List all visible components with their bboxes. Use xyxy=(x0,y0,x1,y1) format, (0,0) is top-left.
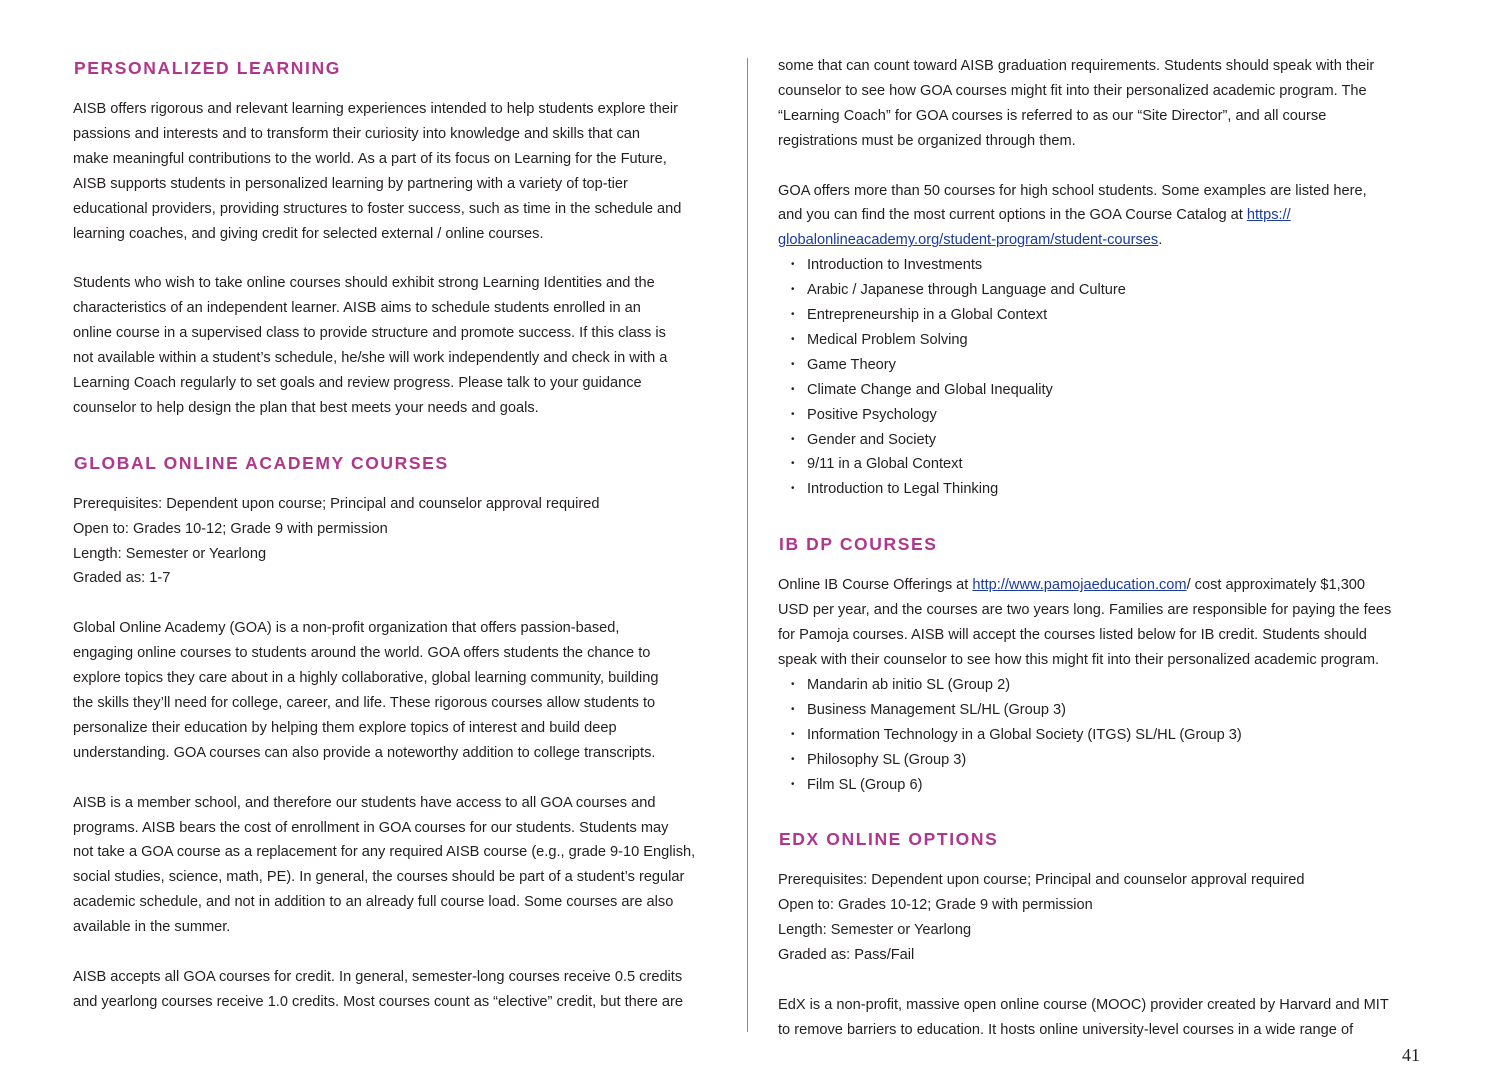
bullet-icon: • xyxy=(791,678,795,690)
bullet-icon: • xyxy=(791,753,795,765)
paragraph-goa-catalog: GOA offers more than 50 courses for high school students. Some examples are listed here, and you can find the most current options in the GOA Course Catalog at https:// globalonlineacademy.org/student-program/student-courses. xyxy=(778,182,1367,249)
paragraph-edx-description: EdX is a non-profit, massive open online course (MOOC) provider created by Harvard and MIT to remove barriers to education. It hosts online university-level courses in a wide range of xyxy=(778,996,1389,1038)
bullet-icon: • xyxy=(791,408,795,420)
left-column xyxy=(73,54,723,1015)
list-item: • 9/11 in a Global Context xyxy=(791,452,1423,477)
list-item: • Philosophy SL (Group 3) xyxy=(791,748,1423,773)
bullet-icon: • xyxy=(791,259,795,271)
bullet-icon: • xyxy=(791,458,795,470)
paragraph-personalized-intro: AISB offers rigorous and relevant learning experiences intended to help students explore their passions and interests and to transform their curiosity into knowledge and skills that can make meaningful contributions to the world. As a part of its focus on Learning for the Future, AISB supports students in personalized learning by partnering with a variety of top-tier educational providers, providing structures to foster success, such as time in the schedule and learning coaches, and giving credit for selected external / online courses. xyxy=(73,101,682,242)
paragraph-goa-description: Global Online Academy (GOA) is a non-profit organization that offers passion-based, engaging online courses to students around the world. GOA offers students the chance to explore topics they care about in a highly collaborative, global learning community, building the skills they’ll need for college, career, and life. These rigorous courses allow students to personalize their education by helping them explore topics of interest and build deep understanding. GOA courses can also provide a noteworthy addition to college transcripts. xyxy=(73,620,659,761)
section-title-ib-dp-courses: IB DP COURSES xyxy=(779,534,938,555)
goa-course-meta: Prerequisites: Dependent upon course; Principal and counselor approval required Open to: Grades 10-12; Grade 9 with permission Length: Semester or Yearlong Graded as: 1-7 xyxy=(73,495,600,587)
list-item: • Climate Change and Global Inequality xyxy=(791,378,1423,403)
bullet-icon: • xyxy=(791,728,795,740)
pamoja-link[interactable]: http://www.pamojaeducation.com xyxy=(972,577,1187,594)
ib-course-list xyxy=(778,673,1423,798)
paragraph-goa-credits: AISB accepts all GOA courses for credit. In general, semester-long courses receive 0.5 credits and yearlong courses receive 1.0 credits. Most courses count as “elective” credit, but there are xyxy=(73,968,683,1010)
paragraph-goa-credits-continued: some that can count toward AISB graduation requirements. Students should speak with their counselor to see how GOA courses might fit into their personalized academic program. The “Learning Coach” for GOA courses is referred to as our “Site Director”, and all course registrations must be organized through them. xyxy=(778,58,1375,149)
list-item: • Entrepreneurship in a Global Context xyxy=(791,303,1423,328)
section-title-edx-online-options: EDX ONLINE OPTIONS xyxy=(779,829,999,850)
goa-catalog-link[interactable]: https:// xyxy=(1246,207,1291,224)
goa-catalog-link-continued[interactable]: globalonlineacademy.org/student-program/student-courses xyxy=(778,232,1159,249)
bullet-icon: • xyxy=(791,358,795,370)
bullet-icon: • xyxy=(791,433,795,445)
goa-course-list xyxy=(778,253,1423,502)
paragraph-goa-membership: AISB is a member school, and therefore our students have access to all GOA courses and programs. AISB bears the cost of enrollment in GOA courses for our students. Students may not take a GOA course as a replacement for any required AISB course (e.g., grade 9-10 English, social studies, science, math, PE). In general, the courses should be part of a student’s regular academic schedule, and not in addition to an already full course load. Some courses are also available in the summer. xyxy=(73,794,696,936)
list-item: • Arabic / Japanese through Language and Culture xyxy=(791,278,1423,303)
list-item: • Mandarin ab initio SL (Group 2) xyxy=(791,673,1423,698)
bullet-icon: • xyxy=(791,333,795,345)
paragraph-online-courses-guidance: Students who wish to take online courses should exhibit strong Learning Identities and the characteristics of an independent learner. AISB aims to schedule students enrolled in an online course in a supervised class to provide structure and promote success. If this class is not available within a student’s schedule, he/she will work independently and check in with a Learning Coach regularly to set goals and review progress. Please talk to your guidance counselor to help design the plan that best meets your needs and goals. xyxy=(73,275,668,416)
paragraph-ib-offerings: Online IB Course Offerings at http://www.pamojaeducation.com/ cost approximately $1,300 USD per year, and the courses are two years long. Families are responsible for paying the fees for Pamoja courses. AISB will accept the courses listed below for IB credit. Students should speak with their counselor to see how this might fit into their personalized academic program. xyxy=(778,577,1392,669)
list-item: • Medical Problem Solving xyxy=(791,328,1423,353)
list-item: • Introduction to Investments xyxy=(791,253,1423,278)
section-title-global-online-academy: GLOBAL ONLINE ACADEMY COURSES xyxy=(74,452,449,473)
bullet-icon: • xyxy=(791,778,795,790)
list-item: • Information Technology in a Global Society (ITGS) SL/HL (Group 3) xyxy=(791,723,1423,748)
list-item: • Introduction to Legal Thinking xyxy=(791,477,1423,502)
section-title-personalized-learning: PERSONALIZED LEARNING xyxy=(74,58,341,78)
column-divider xyxy=(747,58,748,1032)
list-item: • Game Theory xyxy=(791,353,1423,378)
edx-course-meta: Prerequisites: Dependent upon course; Principal and counselor approval required Open to: Grades 10-12; Grade 9 with permission Length: Semester or Yearlong Graded as: Pass/Fail xyxy=(778,872,1305,964)
list-item: • Gender and Society xyxy=(791,428,1423,453)
bullet-icon: • xyxy=(791,284,795,296)
page-number: 41 xyxy=(1402,1045,1420,1065)
bullet-icon: • xyxy=(791,309,795,321)
list-item: • Business Management SL/HL (Group 3) xyxy=(791,698,1423,723)
right-column xyxy=(778,54,1423,1043)
list-item: • Positive Psychology xyxy=(791,403,1423,428)
bullet-icon: • xyxy=(791,703,795,715)
bullet-icon: • xyxy=(791,383,795,395)
bullet-icon: • xyxy=(791,483,795,495)
list-item: • Film SL (Group 6) xyxy=(791,773,1423,798)
